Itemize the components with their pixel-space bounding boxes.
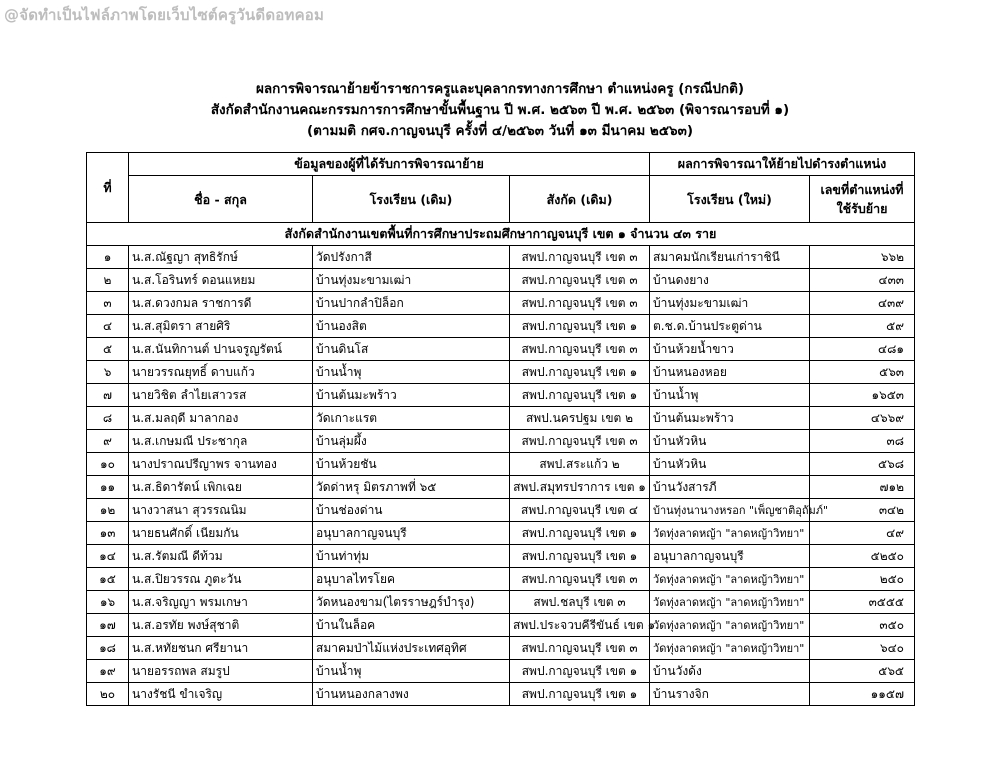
cell-no: ๔ — [87, 315, 129, 338]
cell-position-number: ๔๖๖๙ — [810, 407, 915, 430]
cell-name: น.ส.ธิดารัตน์ เพิกเฉย — [129, 476, 313, 499]
cell-name: น.ส.เกษมณี ประชากุล — [129, 430, 313, 453]
cell-new-school: วัดทุ่งลาดหญ้า "ลาดหญ้าวิทยา" — [650, 614, 810, 637]
cell-no: ๓ — [87, 292, 129, 315]
cell-new-school: วัดทุ่งลาดหญ้า "ลาดหญ้าวิทยา" — [650, 522, 810, 545]
cell-old-area: สพป.กาญจนบุรี เขต ๑ — [510, 660, 650, 683]
cell-new-school: บ้านวังด้ง — [650, 660, 810, 683]
cell-no: ๑๕ — [87, 568, 129, 591]
cell-new-school: บ้านทุ่งนานางหรอก "เพ็ญชาติอุถัมภ์" — [650, 499, 810, 522]
cell-name: นายอรรถพล สมรูป — [129, 660, 313, 683]
cell-name: น.ส.จริญญา พรมเกษา — [129, 591, 313, 614]
header-applicant-group: ข้อมูลของผู้ที่ได้รับการพิจารณาย้าย — [129, 153, 650, 176]
cell-name: น.ส.ปิยวรรณ ภูตะวัน — [129, 568, 313, 591]
table-row — [87, 591, 915, 614]
cell-old-area: สพป.กาญจนบุรี เขต ๑ — [510, 315, 650, 338]
cell-old-area: สพป.กาญจนบุรี เขต ๑ — [510, 361, 650, 384]
table-row — [87, 338, 915, 361]
cell-old-school: บ้านช่องด่าน — [313, 499, 510, 522]
cell-name: น.ส.อรทัย พงษ์สุชาติ — [129, 614, 313, 637]
header-new-school: โรงเรียน (ใหม่) — [650, 176, 810, 223]
cell-name: น.ส.มลฤดี มาลากอง — [129, 407, 313, 430]
cell-name: น.ส.รัตมณี ดีท้วม — [129, 545, 313, 568]
table-row — [87, 522, 915, 545]
cell-old-area: สพป.กาญจนบุรี เขต ๓ — [510, 430, 650, 453]
header-name: ชื่อ - สกุล — [129, 176, 313, 223]
document-resolution-note: (ตามมติ กศจ.กาญจนบุรี ครั้งที่ ๔/๒๕๖๓ วันที่ ๑๓ มีนาคม ๒๕๖๓) — [306, 123, 694, 139]
cell-new-school: ต.ช.ด.บ้านประตูด่าน — [650, 315, 810, 338]
cell-old-area: สพป.กาญจนบุรี เขต ๑ — [510, 683, 650, 706]
cell-old-school: อนุบาลไทรโยค — [313, 568, 510, 591]
cell-position-number: ๓๕๕๕ — [810, 591, 915, 614]
cell-old-area: สพป.นครปฐม เขต ๒ — [510, 407, 650, 430]
cell-old-school: บ้านทุ่งมะขามเฒ่า — [313, 269, 510, 292]
cell-no: ๒๐ — [87, 683, 129, 706]
cell-no: ๑๒ — [87, 499, 129, 522]
cell-no: ๖ — [87, 361, 129, 384]
cell-old-school: บ้านห้วยชัน — [313, 453, 510, 476]
table-row — [87, 476, 915, 499]
cell-no: ๙ — [87, 430, 129, 453]
cell-name: นายวรรณยุทธิ์ ดาบแก้ว — [129, 361, 313, 384]
cell-new-school: บ้านดงยาง — [650, 269, 810, 292]
cell-new-school: บ้านน้ำพุ — [650, 384, 810, 407]
cell-name: นายธนศักดิ์ เนียมกัน — [129, 522, 313, 545]
cell-old-area: สพป.กาญจนบุรี เขต ๑ — [510, 384, 650, 407]
cell-old-area: สพป.กาญจนบุรี เขต ๓ — [510, 568, 650, 591]
cell-old-school: วัดหนองขาม(ไตรราษฎร์บำรุง) — [313, 591, 510, 614]
cell-position-number: ๓๔๒ — [810, 499, 915, 522]
cell-old-school: บ้านองสิต — [313, 315, 510, 338]
cell-name: น.ส.สุมิตรา สายศิริ — [129, 315, 313, 338]
cell-new-school: บ้านต้นมะพร้าว — [650, 407, 810, 430]
cell-old-school: บ้านในล็อค — [313, 614, 510, 637]
cell-name: น.ส.โอรินทร์ ดอนแหยม — [129, 269, 313, 292]
cell-position-number: ๕๙ — [810, 315, 915, 338]
cell-no: ๕ — [87, 338, 129, 361]
cell-position-number: ๒๕๐ — [810, 568, 915, 591]
cell-old-school: วัดเกาะแรต — [313, 407, 510, 430]
table-row — [87, 683, 915, 706]
cell-position-number: ๔๓๙ — [810, 292, 915, 315]
table-row — [87, 453, 915, 476]
table-row — [87, 545, 915, 568]
table-row — [87, 499, 915, 522]
cell-old-school: วัดด่าหรุ มิตรภาพที่ ๖๕ — [313, 476, 510, 499]
cell-old-school: บ้านน้ำพุ — [313, 660, 510, 683]
cell-old-area: สพป.กาญจนบุรี เขต ๓ — [510, 269, 650, 292]
cell-old-area: สพป.กาญจนบุรี เขต ๓ — [510, 246, 650, 269]
cell-position-number: ๓๕๐ — [810, 614, 915, 637]
table-row — [87, 660, 915, 683]
cell-new-school: วัดทุ่งลาดหญ้า "ลาดหญ้าวิทยา" — [650, 637, 810, 660]
cell-no: ๑๘ — [87, 637, 129, 660]
cell-no: ๑๔ — [87, 545, 129, 568]
cell-old-school: บ้านปากลำปิล็อก — [313, 292, 510, 315]
cell-position-number: ๔๓๓ — [810, 269, 915, 292]
header-position-line1: เลขที่ตำแหน่งที่ — [820, 182, 904, 197]
cell-position-number: ๕๖๕ — [810, 660, 915, 683]
cell-no: ๑๓ — [87, 522, 129, 545]
table-row — [87, 614, 915, 637]
cell-old-school: อนุบาลกาญจนบุรี — [313, 522, 510, 545]
cell-old-area: สพป.กาญจนบุรี เขต ๓ — [510, 292, 650, 315]
header-result-group: ผลการพิจารณาให้ย้ายไปดำรงตำแหน่ง — [650, 153, 915, 176]
header-old-area: สังกัด (เดิม) — [510, 176, 650, 223]
cell-new-school: วัดทุ่งลาดหญ้า "ลาดหญ้าวิทยา" — [650, 591, 810, 614]
cell-position-number: ๕๖๘ — [810, 453, 915, 476]
cell-old-area: สพป.กาญจนบุรี เขต ๓ — [510, 338, 650, 361]
cell-new-school: อนุบาลกาญจนบุรี — [650, 545, 810, 568]
cell-position-number: ๖๖๒ — [810, 246, 915, 269]
document-subtitle: สังกัดสำนักงานคณะกรรมการการศึกษาขั้นพื้นฐาน ปี พ.ศ. ๒๕๖๓ ปี พ.ศ. ๒๕๖๓ (พิจารณารอบที่ ๑) — [210, 102, 790, 118]
cell-old-area: สพป.สมุทรปราการ เขต ๑ — [510, 476, 650, 499]
table-row — [87, 269, 915, 292]
cell-name: น.ส.ณัฐญา สุทธิรักษ์ — [129, 246, 313, 269]
cell-old-area: สพป.กาญจนบุรี เขต ๑ — [510, 522, 650, 545]
header-no: ที่ — [87, 153, 129, 223]
cell-no: ๗ — [87, 384, 129, 407]
cell-old-area: สพป.กาญจนบุรี เขต ๔ — [510, 499, 650, 522]
cell-name: นายวิชิต ลำไยเสาวรส — [129, 384, 313, 407]
table-row — [87, 430, 915, 453]
cell-old-area: สพป.กาญจนบุรี เขต ๓ — [510, 637, 650, 660]
header-position-number — [810, 176, 915, 223]
cell-old-area: สพป.ชลบุรี เขต ๓ — [510, 591, 650, 614]
cell-new-school: บ้านทุ่งมะขามเฒ่า — [650, 292, 810, 315]
cell-no: ๑๖ — [87, 591, 129, 614]
cell-new-school: บ้านห้วยน้ำขาว — [650, 338, 810, 361]
cell-new-school: บ้านหนองหอย — [650, 361, 810, 384]
cell-position-number: ๗๑๒ — [810, 476, 915, 499]
cell-position-number: ๔๙ — [810, 522, 915, 545]
cell-old-school: บ้านน้ำพุ — [313, 361, 510, 384]
cell-no: ๑ — [87, 246, 129, 269]
table-row — [87, 637, 915, 660]
cell-name: นางวาสนา สุวรรณนิม — [129, 499, 313, 522]
table-row — [87, 315, 915, 338]
cell-position-number: ๑๖๕๓ — [810, 384, 915, 407]
cell-position-number: ๔๘๑ — [810, 338, 915, 361]
document-title: ผลการพิจารณาย้ายข้าราชการครูและบุคลากรทางการศึกษา ตำแหน่งครู (กรณีปกติ) — [255, 81, 745, 97]
cell-no: ๑๐ — [87, 453, 129, 476]
cell-old-school: บ้านหนองกลางพง — [313, 683, 510, 706]
cell-new-school: บ้านหัวหิน — [650, 453, 810, 476]
table-row — [87, 292, 915, 315]
table-row — [87, 407, 915, 430]
cell-name: นางปราณปรีญาพร จานทอง — [129, 453, 313, 476]
cell-position-number: ๑๑๕๗ — [810, 683, 915, 706]
cell-name: น.ส.หทัยชนก ศรียานา — [129, 637, 313, 660]
cell-new-school: บ้านรางจิก — [650, 683, 810, 706]
header-position-line2: ใช้รับย้าย — [836, 201, 888, 216]
cell-new-school: บ้านวังสารภี — [650, 476, 810, 499]
cell-new-school: วัดทุ่งลาดหญ้า "ลาดหญ้าวิทยา" — [650, 568, 810, 591]
cell-old-school: บ้านต้นมะพร้าว — [313, 384, 510, 407]
cell-position-number: ๕๒๕๐ — [810, 545, 915, 568]
cell-no: ๒ — [87, 269, 129, 292]
cell-position-number: ๓๘ — [810, 430, 915, 453]
cell-name: น.ส.นันทิกานต์ ปานจรูญรัตน์ — [129, 338, 313, 361]
cell-no: ๑๙ — [87, 660, 129, 683]
cell-old-area: สพป.สระแก้ว ๒ — [510, 453, 650, 476]
table-row — [87, 361, 915, 384]
cell-name: นางรัชนี ขำเจริญ — [129, 683, 313, 706]
cell-old-school: บ้านท่าทุ่ม — [313, 545, 510, 568]
cell-no: ๑๑ — [87, 476, 129, 499]
cell-name: น.ส.ดวงกมล ราชการดี — [129, 292, 313, 315]
cell-position-number: ๕๖๓ — [810, 361, 915, 384]
cell-old-school: สมาคมป่าไม้แห่งประเทศอุทิศ — [313, 637, 510, 660]
section-heading: สังกัดสำนักงานเขตพื้นที่การศึกษาประถมศึกษากาญจนบุรี เขต ๑ จำนวน ๔๓ ราย — [87, 223, 915, 246]
watermark-text: @จัดทำเป็นไฟล์ภาพโดยเว็บไซต์ครูวันดีดอทคอม — [4, 6, 325, 24]
cell-position-number: ๖๔๐ — [810, 637, 915, 660]
cell-old-school: บ้านดินโส — [313, 338, 510, 361]
cell-old-school: วัดปรังกาสี — [313, 246, 510, 269]
table-row — [87, 568, 915, 591]
transfer-results-table — [86, 152, 915, 706]
cell-no: ๑๗ — [87, 614, 129, 637]
table-row — [87, 384, 915, 407]
cell-no: ๘ — [87, 407, 129, 430]
cell-old-school: บ้านลุ่มผึ้ง — [313, 430, 510, 453]
cell-old-area: สพป.กาญจนบุรี เขต ๑ — [510, 545, 650, 568]
cell-new-school: สมาคมนักเรียนเก่าราชินี — [650, 246, 810, 269]
table-row — [87, 246, 915, 269]
header-old-school: โรงเรียน (เดิม) — [313, 176, 510, 223]
cell-new-school: บ้านหัวหิน — [650, 430, 810, 453]
cell-old-area: สพป.ประจวบคีรีขันธ์ เขต ๑ — [510, 614, 650, 637]
